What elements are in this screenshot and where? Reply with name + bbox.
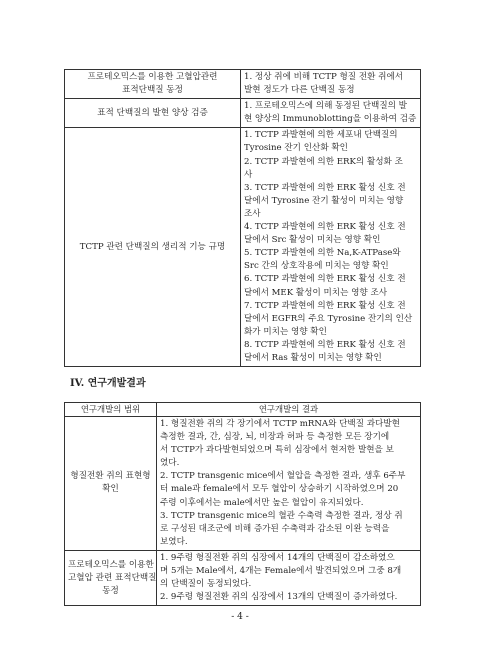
page-number: - 4 - [231,612,249,622]
column-header: 연구개발의 범위 [65,403,157,417]
table-header-row [65,403,421,417]
table-cell: 1. 정상 쥐에 비해 TCTP 형질 전환 쥐에서 발현 정도가 다른 단백질 동정 [241,70,421,99]
table-cell: 1. 프로테오믹스에 의해 동정된 단백질의 발 현 양상의 Immunoblotting을 이용하여 검증 [241,99,421,128]
table-row [65,70,421,99]
table-row [65,128,421,367]
table-cell: 프로테오믹스를 이용한 고혈압 관련 표적단백질 동정 [65,550,157,605]
table-cell: 프로테오믹스를 이용한 고혈압관련 표적단백질 동정 [65,70,241,99]
table-cell: 형질전환 쥐의 표현형 확인 [65,417,157,551]
table-cell: 1. 형질전환 쥐의 각 장기에서 TCTP mRNA와 단백질 과다발현 측정한 결과, 간, 심장, 뇌, 비장과 허파 등 측정한 모든 장기에 서 TCTP가 과다발현되었으며 특히 심장에서 현저한 발현을 보 였다. 2. TCTP transgenic mice에서 혈압을 측정한 결과, 생후 6주부 터 male과 female에서 모두 혈압이 상승하기 시작하였으며 20 주령 이후에서는 male에서만 높은 혈압이 유지되었다. 3. TCTP transgenic mice의 혈관 수축력 측정한 결과, 정상 쥐 로 구성된 대조군에 비해 증가된 수축력과 감소된 이완 능력을 보였다. [157,417,421,551]
research-results-table [64,402,421,606]
table-row [65,99,421,128]
table-cell: TCTP 관련 단백질의 생리적 기능 규명 [65,128,241,367]
table-cell: 1. TCTP 과발현에 의한 세포내 단백질의 Tyrosine 잔기 인산화 확인 2. TCTP 과발현에 의한 ERK의 활성화 조 사 3. TCTP 과발현에 의한 ERK 활성 신호 전 달에서 Tyrosine 잔기 활성이 미치는 영향 조사 4. TCTP 과발현에 의한 ERK 활성 신호 전 달에서 Src 활성이 미치는 영향 확인 5. TCTP 과발현에 의한 Na,K-ATPase와 Src 간의 상호작용에 미치는 영향 확인 6. TCTP 과발현에 의한 ERK 활성 신호 전 달에서 MEK 활성이 미치는 영향 조사 7. TCTP 과발현에 의한 ERK 활성 신호 전 달에서 EGFR의 주요 Tyrosine 잔기의 인산 화가 미치는 영향 확인 8. TCTP 과발현에 의한 ERK 활성 신호 전 달에서 Ras 활성이 미치는 영향 확인 [241,128,421,367]
table-cell: 표적 단백질의 발현 양상 검증 [65,99,241,128]
table-row [65,550,421,605]
column-header: 연구개발의 결과 [157,403,421,417]
table-row [65,417,421,551]
section-title: IV. 연구개발결과 [70,378,146,389]
research-scope-table [64,69,421,367]
table-cell: 1. 9주령 형질전환 쥐의 심장에서 14개의 단백질이 감소하였으 며 5개는 Male에서, 4개는 Female에서 발견되었으며 그중 8개 의 단백질이 동정되었다. 2. 9주령 형질전환 쥐의 심장에서 13개의 단백질이 증가하였다. [157,550,421,605]
